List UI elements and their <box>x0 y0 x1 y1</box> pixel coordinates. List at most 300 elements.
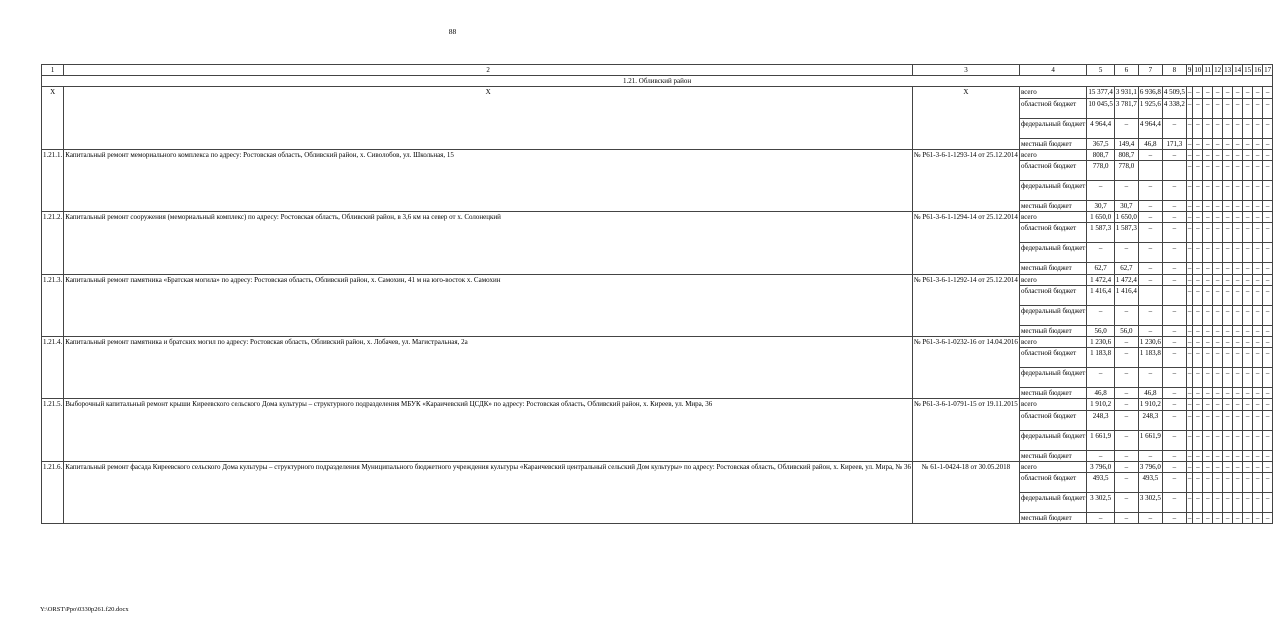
amount-cell <box>1162 161 1186 181</box>
amount-cell: – <box>1138 513 1162 524</box>
empty-year-cell: – <box>1253 410 1263 430</box>
empty-year-cell: – <box>1193 450 1203 461</box>
budget-label: федеральный бюджет <box>1019 243 1086 263</box>
column-number: 15 <box>1244 66 1252 74</box>
empty-year-cell: – <box>1253 325 1263 336</box>
empty-year-cell: – <box>1223 243 1233 263</box>
entry-name: Капитальный ремонт памятника «Братская могила» по адресу: Ростовская область, Обливский район, х. Самохин, 41 м на юго-восток х. Самохин <box>64 274 913 336</box>
empty-year-cell: – <box>1193 493 1203 513</box>
empty-year-cell: – <box>1203 348 1213 368</box>
empty-year-cell: – <box>1187 202 1192 211</box>
column-number: 12 <box>1214 66 1222 74</box>
empty-year-cell: – <box>1223 149 1233 160</box>
empty-year-cell: – <box>1187 264 1192 273</box>
empty-year-cell: – <box>1243 493 1253 513</box>
entry-document: № Р61-3-6-1-0232-16 от 14.04.2016 <box>912 337 1019 399</box>
amount-cell: – <box>1162 513 1186 524</box>
amount-cell: – <box>1138 212 1162 223</box>
amount-cell: 62,7 <box>1114 263 1138 274</box>
empty-year-cell: – <box>1263 399 1273 410</box>
empty-year-cell: – <box>1187 139 1192 148</box>
entry-id: 1.21.2. <box>42 212 64 274</box>
amount-cell: – <box>1087 513 1115 524</box>
empty-year-cell: – <box>1263 410 1273 430</box>
empty-year-cell: – <box>1223 430 1233 450</box>
entry-name: Капитальный ремонт памятника и братских могил по адресу: Ростовская область, Обливский район, х. Лобачев, ул. Магистральная, 2а <box>64 337 913 399</box>
empty-year-cell: – <box>1203 212 1213 223</box>
summary-row <box>42 87 1273 98</box>
empty-year-cell: – <box>1223 399 1233 410</box>
empty-year-cell: – <box>1243 243 1253 263</box>
column-number: 3 <box>912 65 1019 76</box>
amount-cell: – <box>1138 243 1162 263</box>
amount-cell: 1 416,4 <box>1087 285 1115 305</box>
empty-year-cell: – <box>1243 118 1253 138</box>
budget-label: федеральный бюджет <box>1019 493 1086 513</box>
entry-row <box>42 212 1273 223</box>
column-number: 5 <box>1087 65 1115 76</box>
empty-year-cell: – <box>1213 388 1223 399</box>
empty-year-cell: – <box>1263 98 1273 118</box>
amount-cell: 1 183,8 <box>1087 348 1115 368</box>
empty-year-cell: – <box>1213 337 1223 348</box>
section-title: 1.21. Обливский район <box>42 76 1273 87</box>
empty-year-cell: – <box>1223 410 1233 430</box>
empty-year-cell: – <box>1243 161 1253 181</box>
empty-year-cell: – <box>1253 149 1263 160</box>
empty-year-cell: – <box>1253 461 1263 472</box>
empty-year-cell: – <box>1193 263 1203 274</box>
empty-year-cell: – <box>1243 98 1253 118</box>
empty-year-cell: – <box>1223 285 1233 305</box>
empty-year-cell: – <box>1193 473 1203 493</box>
amount-cell: 56,0 <box>1087 325 1115 336</box>
empty-year-cell: – <box>1203 461 1213 472</box>
empty-year-cell: – <box>1223 201 1233 212</box>
empty-year-cell: – <box>1203 399 1213 410</box>
amount-cell: – <box>1138 223 1162 243</box>
amount-cell: 3 302,5 <box>1087 493 1115 513</box>
empty-year-cell: – <box>1203 430 1213 450</box>
budget-label: местный бюджет <box>1019 450 1086 461</box>
empty-year-cell: – <box>1203 161 1213 181</box>
empty-year-cell: – <box>1186 348 1193 368</box>
amount-cell: 248,3 <box>1087 410 1115 430</box>
amount-cell <box>1138 285 1162 305</box>
budget-label: местный бюджет <box>1019 513 1086 524</box>
empty-year-cell: – <box>1223 138 1233 149</box>
budget-label: федеральный бюджет <box>1019 430 1086 450</box>
empty-year-cell: – <box>1213 450 1223 461</box>
empty-year-cell: – <box>1233 118 1243 138</box>
amount-cell: – <box>1114 243 1138 263</box>
empty-year-cell: – <box>1186 98 1193 118</box>
column-number: 14 <box>1234 66 1242 74</box>
empty-year-cell: – <box>1253 305 1263 325</box>
empty-year-cell: – <box>1223 305 1233 325</box>
empty-year-cell: – <box>1186 223 1193 243</box>
empty-year-cell: – <box>1233 337 1243 348</box>
empty-year-cell: – <box>1193 98 1203 118</box>
empty-year-cell: – <box>1233 223 1243 243</box>
amount-cell: – <box>1162 181 1186 201</box>
empty-year-cell: – <box>1253 430 1263 450</box>
empty-year-cell: – <box>1223 493 1233 513</box>
empty-year-cell: – <box>1203 138 1213 149</box>
empty-year-cell: – <box>1223 274 1233 285</box>
empty-year-cell: – <box>1186 181 1193 201</box>
empty-year-cell: – <box>1203 274 1213 285</box>
empty-year-cell: – <box>1223 181 1233 201</box>
amount-cell: 1 472,4 <box>1115 275 1137 284</box>
empty-year-cell: – <box>1203 263 1213 274</box>
entry-row <box>42 337 1273 348</box>
amount-cell: – <box>1114 337 1138 348</box>
empty-year-cell: – <box>1243 368 1253 388</box>
column-number: 1 <box>42 65 64 76</box>
amount-cell: 4 964,4 <box>1138 118 1162 138</box>
empty-year-cell: – <box>1253 138 1263 149</box>
empty-year-cell: – <box>1263 201 1273 212</box>
budget-label: местный бюджет <box>1019 388 1086 399</box>
summary-marker: Х <box>64 87 913 149</box>
amount-cell: – <box>1162 305 1186 325</box>
amount-cell: – <box>1114 410 1138 430</box>
empty-year-cell: – <box>1263 325 1273 336</box>
empty-year-cell: – <box>1187 275 1192 284</box>
empty-year-cell: – <box>1187 400 1192 409</box>
column-number: 17 <box>1264 66 1272 74</box>
empty-year-cell: – <box>1243 87 1253 98</box>
empty-year-cell: – <box>1263 243 1273 263</box>
empty-year-cell: – <box>1263 493 1273 513</box>
empty-year-cell: – <box>1233 348 1243 368</box>
empty-year-cell: – <box>1203 201 1213 212</box>
footer-file-path: Y:\ORST\Ppo\0330p261.f20.docx <box>40 606 129 613</box>
entry-document: № Р61-3-6-1-1293-14 от 25.12.2014 <box>912 149 1019 211</box>
empty-year-cell: – <box>1213 87 1223 98</box>
empty-year-cell: – <box>1253 368 1263 388</box>
budget-label: федеральный бюджет <box>1019 181 1086 201</box>
empty-year-cell: – <box>1193 348 1203 368</box>
amount-cell: 1 587,3 <box>1114 223 1138 243</box>
empty-year-cell: – <box>1223 325 1233 336</box>
amount-cell: 46,8 <box>1138 138 1162 149</box>
amount-cell: – <box>1162 348 1186 368</box>
empty-year-cell: – <box>1233 201 1243 212</box>
budget-label: всего <box>1019 274 1086 285</box>
amount-cell: – <box>1162 325 1186 336</box>
amount-cell: 1 650,0 <box>1087 212 1115 223</box>
amount-cell: 30,7 <box>1114 201 1138 212</box>
empty-year-cell: – <box>1213 410 1223 430</box>
empty-year-cell: – <box>1186 118 1193 138</box>
column-number: 4 <box>1019 65 1086 76</box>
empty-year-cell: – <box>1233 388 1243 399</box>
amount-cell: – <box>1162 337 1186 348</box>
budget-label: всего <box>1019 337 1086 348</box>
empty-year-cell: – <box>1193 325 1203 336</box>
section-title-row <box>42 76 1273 87</box>
empty-year-cell: – <box>1193 223 1203 243</box>
empty-year-cell: – <box>1263 305 1273 325</box>
amount-cell: 367,5 <box>1087 138 1115 149</box>
empty-year-cell: – <box>1187 451 1192 460</box>
amount-cell: 778,0 <box>1114 161 1138 181</box>
empty-year-cell: – <box>1186 161 1193 181</box>
amount-cell: 3 781,7 <box>1114 98 1138 118</box>
empty-year-cell: – <box>1233 243 1243 263</box>
empty-year-cell: – <box>1213 263 1223 274</box>
empty-year-cell: – <box>1203 181 1213 201</box>
entry-id: 1.21.6. <box>42 461 64 523</box>
empty-year-cell: – <box>1253 388 1263 399</box>
empty-year-cell: – <box>1203 305 1213 325</box>
empty-year-cell: – <box>1263 274 1273 285</box>
empty-year-cell: – <box>1223 263 1233 274</box>
empty-year-cell: – <box>1193 285 1203 305</box>
empty-year-cell: – <box>1243 337 1253 348</box>
column-number: 6 <box>1114 65 1138 76</box>
entry-row <box>42 399 1273 410</box>
empty-year-cell: – <box>1243 513 1253 524</box>
empty-year-cell: – <box>1187 213 1192 222</box>
amount-cell: – <box>1162 473 1186 493</box>
empty-year-cell: – <box>1243 223 1253 243</box>
amount-cell: – <box>1114 450 1138 461</box>
amount-cell: – <box>1162 243 1186 263</box>
empty-year-cell: – <box>1263 161 1273 181</box>
amount-cell: – <box>1087 243 1115 263</box>
empty-year-cell: – <box>1253 263 1263 274</box>
empty-year-cell: – <box>1253 161 1263 181</box>
empty-year-cell: – <box>1187 389 1192 398</box>
amount-cell: – <box>1162 410 1186 430</box>
amount-cell: – <box>1162 201 1186 212</box>
empty-year-cell: – <box>1187 338 1192 347</box>
amount-cell: – <box>1138 181 1162 201</box>
amount-cell: 1 472,4 <box>1087 274 1115 285</box>
amount-cell: – <box>1114 473 1138 493</box>
entry-row <box>42 149 1273 160</box>
empty-year-cell: – <box>1186 410 1193 430</box>
empty-year-cell: – <box>1233 493 1243 513</box>
empty-year-cell: – <box>1263 223 1273 243</box>
amount-cell: – <box>1114 118 1138 138</box>
amount-cell <box>1138 161 1162 181</box>
empty-year-cell: – <box>1223 473 1233 493</box>
empty-year-cell: – <box>1263 348 1273 368</box>
empty-year-cell: – <box>1203 388 1213 399</box>
column-number: 10 <box>1194 66 1202 74</box>
empty-year-cell: – <box>1193 461 1203 472</box>
amount-cell: – <box>1114 513 1138 524</box>
empty-year-cell: – <box>1186 368 1193 388</box>
amount-cell: 30,7 <box>1087 201 1115 212</box>
amount-cell: – <box>1087 305 1115 325</box>
entry-name: Капитальный ремонт мемориального комплекса по адресу: Ростовская область, Обливский район, х. Сиволобов, ул. Школьная, 15 <box>64 149 913 211</box>
empty-year-cell: – <box>1243 274 1253 285</box>
empty-year-cell: – <box>1253 513 1263 524</box>
empty-year-cell: – <box>1213 201 1223 212</box>
empty-year-cell: – <box>1203 368 1213 388</box>
empty-year-cell: – <box>1193 87 1203 98</box>
amount-cell: 1 587,3 <box>1087 223 1115 243</box>
amount-cell: – <box>1162 450 1186 461</box>
empty-year-cell: – <box>1233 450 1243 461</box>
empty-year-cell: – <box>1253 285 1263 305</box>
empty-year-cell: – <box>1253 201 1263 212</box>
amount-cell: 493,5 <box>1087 473 1115 493</box>
empty-year-cell: – <box>1223 461 1233 472</box>
empty-year-cell: – <box>1233 473 1243 493</box>
amount-cell: 62,7 <box>1087 263 1115 274</box>
empty-year-cell: – <box>1213 98 1223 118</box>
empty-year-cell: – <box>1243 388 1253 399</box>
empty-year-cell: – <box>1233 513 1243 524</box>
empty-year-cell: – <box>1243 325 1253 336</box>
amount-cell: – <box>1114 181 1138 201</box>
entry-id: 1.21.3. <box>42 274 64 336</box>
budget-label: всего <box>1019 399 1086 410</box>
entry-document: № 61-1-0424-18 от 30.05.2018 <box>912 461 1019 523</box>
empty-year-cell: – <box>1243 399 1253 410</box>
empty-year-cell: – <box>1223 118 1233 138</box>
empty-year-cell: – <box>1193 212 1203 223</box>
empty-year-cell: – <box>1203 149 1213 160</box>
empty-year-cell: – <box>1223 223 1233 243</box>
empty-year-cell: – <box>1203 285 1213 305</box>
amount-cell: 4 338,2 <box>1162 98 1186 118</box>
empty-year-cell: – <box>1203 223 1213 243</box>
empty-year-cell: – <box>1263 87 1273 98</box>
empty-year-cell: – <box>1233 263 1243 274</box>
empty-year-cell: – <box>1213 493 1223 513</box>
entry-id: 1.21.4. <box>42 337 64 399</box>
amount-cell: – <box>1087 368 1115 388</box>
amount-cell: 171,3 <box>1162 138 1186 149</box>
empty-year-cell: – <box>1263 285 1273 305</box>
empty-year-cell: – <box>1243 181 1253 201</box>
empty-year-cell: – <box>1233 181 1243 201</box>
budget-label: федеральный бюджет <box>1019 118 1086 138</box>
amount-cell <box>1162 285 1186 305</box>
amount-cell: 808,7 <box>1087 149 1115 160</box>
empty-year-cell: – <box>1233 274 1243 285</box>
amount-cell: 56,0 <box>1114 325 1138 336</box>
empty-year-cell: – <box>1213 285 1223 305</box>
empty-year-cell: – <box>1203 98 1213 118</box>
empty-year-cell: – <box>1193 388 1203 399</box>
empty-year-cell: – <box>1253 337 1263 348</box>
empty-year-cell: – <box>1223 98 1233 118</box>
empty-year-cell: – <box>1193 149 1203 160</box>
empty-year-cell: – <box>1186 473 1193 493</box>
empty-year-cell: – <box>1263 118 1273 138</box>
empty-year-cell: – <box>1193 430 1203 450</box>
budget-label: местный бюджет <box>1019 201 1086 212</box>
empty-year-cell: – <box>1186 285 1193 305</box>
amount-cell: – <box>1114 461 1138 472</box>
entry-row <box>42 461 1273 472</box>
empty-year-cell: – <box>1223 450 1233 461</box>
empty-year-cell: – <box>1223 212 1233 223</box>
empty-year-cell: – <box>1193 138 1203 149</box>
empty-year-cell: – <box>1263 149 1273 160</box>
empty-year-cell: – <box>1263 337 1273 348</box>
empty-year-cell: – <box>1213 513 1223 524</box>
summary-marker: Х <box>42 87 64 149</box>
empty-year-cell: – <box>1263 461 1273 472</box>
empty-year-cell: – <box>1203 410 1213 430</box>
budget-label: всего <box>1019 461 1086 472</box>
empty-year-cell: – <box>1203 325 1213 336</box>
budget-label: областной бюджет <box>1019 348 1086 368</box>
amount-cell: – <box>1114 493 1138 513</box>
entry-document: № Р61-3-6-1-0791-15 от 19.11.2015 <box>912 399 1019 461</box>
column-number: 8 <box>1162 65 1186 76</box>
empty-year-cell: – <box>1233 285 1243 305</box>
column-number: 13 <box>1224 66 1232 74</box>
empty-year-cell: – <box>1243 473 1253 493</box>
empty-year-cell: – <box>1193 368 1203 388</box>
empty-year-cell: – <box>1233 410 1243 430</box>
empty-year-cell: – <box>1193 243 1203 263</box>
amount-cell: 248,3 <box>1138 410 1162 430</box>
empty-year-cell: – <box>1223 388 1233 399</box>
empty-year-cell: – <box>1213 368 1223 388</box>
amount-cell: – <box>1138 149 1162 160</box>
budget-label: всего <box>1019 149 1086 160</box>
empty-year-cell: – <box>1193 410 1203 430</box>
amount-cell: – <box>1114 430 1138 450</box>
amount-cell: – <box>1162 149 1186 160</box>
empty-year-cell: – <box>1233 98 1243 118</box>
column-number: 7 <box>1138 65 1162 76</box>
empty-year-cell: – <box>1223 161 1233 181</box>
empty-year-cell: – <box>1186 430 1193 450</box>
empty-year-cell: – <box>1253 87 1263 98</box>
entry-document: № Р61-3-6-1-1294-14 от 25.12.2014 <box>912 212 1019 274</box>
budget-label: областной бюджет <box>1019 285 1086 305</box>
empty-year-cell: – <box>1253 450 1263 461</box>
empty-year-cell: – <box>1193 337 1203 348</box>
empty-year-cell: – <box>1243 212 1253 223</box>
amount-cell: 1 910,2 <box>1139 400 1161 409</box>
empty-year-cell: – <box>1213 348 1223 368</box>
amount-cell: – <box>1114 368 1138 388</box>
amount-cell: 1 183,8 <box>1138 348 1162 368</box>
entry-id: 1.21.1. <box>42 149 64 211</box>
empty-year-cell: – <box>1233 305 1243 325</box>
amount-cell: 6 936,8 <box>1139 88 1161 97</box>
empty-year-cell: – <box>1203 87 1213 98</box>
empty-year-cell: – <box>1263 263 1273 274</box>
empty-year-cell: – <box>1186 305 1193 325</box>
empty-year-cell: – <box>1243 201 1253 212</box>
amount-cell: – <box>1138 450 1162 461</box>
amount-cell: – <box>1138 201 1162 212</box>
amount-cell: – <box>1162 399 1186 410</box>
empty-year-cell: – <box>1263 388 1273 399</box>
amount-cell: – <box>1162 118 1186 138</box>
empty-year-cell: – <box>1193 305 1203 325</box>
empty-year-cell: – <box>1243 410 1253 430</box>
amount-cell: 3 796,0 <box>1139 462 1161 471</box>
amount-cell: 778,0 <box>1087 161 1115 181</box>
empty-year-cell: – <box>1253 493 1263 513</box>
amount-cell: – <box>1114 348 1138 368</box>
